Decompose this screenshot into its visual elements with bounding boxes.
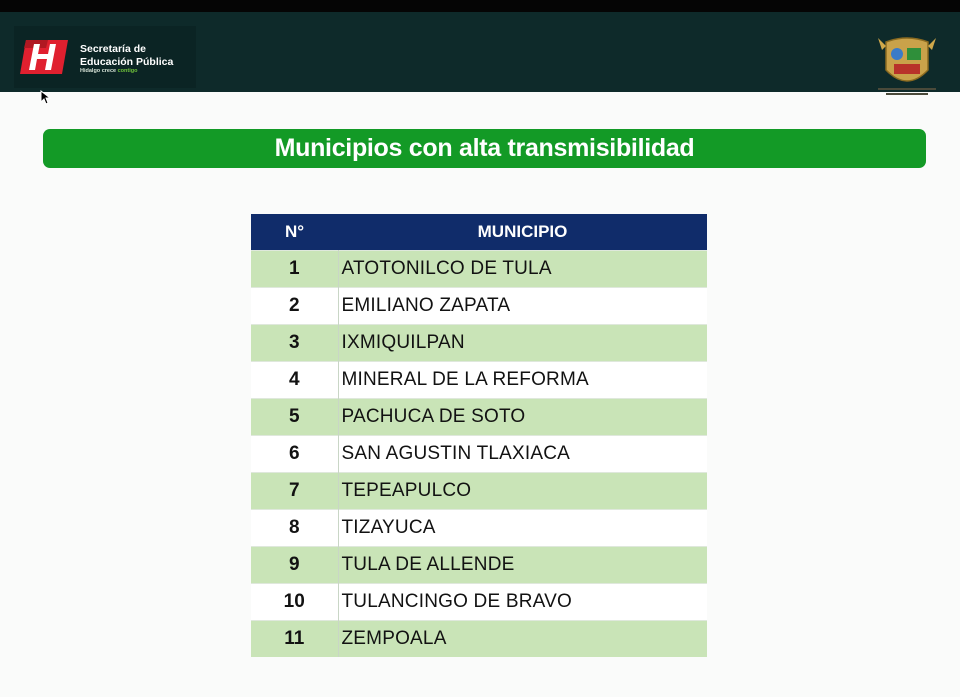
- row-number: 2: [251, 288, 338, 325]
- logo-title: [80, 43, 173, 69]
- row-number: 1: [251, 251, 338, 288]
- column-header-municipio: MUNICIPIO: [338, 214, 707, 251]
- row-number: 5: [251, 399, 338, 436]
- header-bar: [0, 12, 960, 92]
- table-row: [251, 251, 707, 288]
- table-row: [251, 584, 707, 621]
- row-number: 8: [251, 510, 338, 547]
- table-row: [251, 547, 707, 584]
- municipio-name: ZEMPOALA: [338, 621, 707, 658]
- page-title-banner: Municipios con alta transmisibilidad: [43, 129, 926, 168]
- municipio-name: TIZAYUCA: [338, 510, 707, 547]
- tagline-accent: contigo: [117, 68, 138, 74]
- row-number: 6: [251, 436, 338, 473]
- table-row: [251, 510, 707, 547]
- row-number: 9: [251, 547, 338, 584]
- municipio-name: PACHUCA DE SOTO: [338, 399, 707, 436]
- coat-of-arms-icon: [872, 32, 942, 98]
- row-number: 10: [251, 584, 338, 621]
- table-row: [251, 325, 707, 362]
- top-black-strip: [0, 0, 960, 12]
- municipio-name: ATOTONILCO DE TULA: [338, 251, 707, 288]
- tagline-prefix: Hidalgo crece: [80, 68, 118, 74]
- logo-title-line2: Educación Pública: [80, 56, 174, 68]
- column-header-number: N°: [251, 214, 338, 251]
- row-number: 11: [251, 621, 338, 658]
- logo-title-line1: Secretaría de: [80, 43, 146, 55]
- row-number: 3: [251, 325, 338, 362]
- table-row: [251, 399, 707, 436]
- municipio-name: SAN AGUSTIN TLAXIACA: [338, 436, 707, 473]
- table-row: [251, 436, 707, 473]
- municipio-name: TULANCINGO DE BRAVO: [338, 584, 707, 621]
- logo-tagline: [80, 68, 137, 74]
- row-number: 7: [251, 473, 338, 510]
- table-row: [251, 288, 707, 325]
- sep-logo: [14, 26, 196, 88]
- municipios-table: [251, 214, 707, 657]
- hidalgo-h-logo-icon: [18, 38, 68, 76]
- table-row: [251, 473, 707, 510]
- municipio-name: IXMIQUILPAN: [338, 325, 707, 362]
- table-row: [251, 362, 707, 399]
- municipio-name: MINERAL DE LA REFORMA: [338, 362, 707, 399]
- municipio-name: TULA DE ALLENDE: [338, 547, 707, 584]
- row-number: 4: [251, 362, 338, 399]
- municipio-name: EMILIANO ZAPATA: [338, 288, 707, 325]
- mouse-cursor-icon: [40, 90, 52, 106]
- table-row: [251, 621, 707, 658]
- table-header-row: [251, 214, 707, 251]
- municipio-name: TEPEAPULCO: [338, 473, 707, 510]
